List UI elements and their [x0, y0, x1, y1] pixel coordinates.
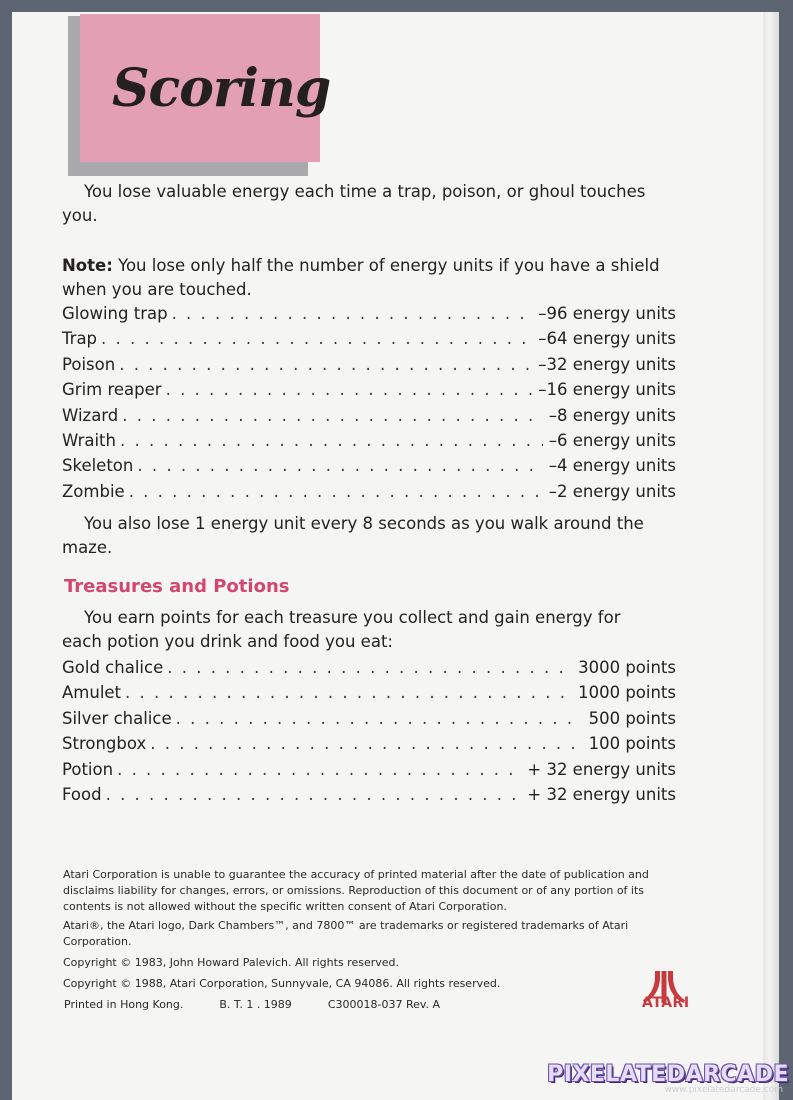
item-label: Grim reaper	[62, 380, 162, 400]
disclaimer-text: Atari Corporation is unable to guarantee the accuracy of printed material after the date of publication and disclaims liability for changes, errors, or omissions. Reproduction of this document or of any portion of its contents is not allowed without the specific written consent of Atari Corporation.	[63, 868, 649, 913]
item-label: Glowing trap	[62, 304, 168, 323]
trademark-text: Atari®, the Atari logo, Dark Chambers™, and 7800™ are trademarks or registered trademarks of Atari Corporation.	[63, 919, 629, 948]
item-label: Trap	[62, 329, 98, 349]
list-item	[62, 683, 676, 708]
treasure-list	[62, 658, 676, 810]
note-label: Note:	[62, 256, 113, 275]
watermark-url: www.pixelatedarcade.com	[664, 1085, 783, 1095]
dot-leader	[137, 456, 542, 475]
item-label: Poison	[62, 354, 116, 374]
dot-leader	[150, 734, 582, 753]
batch-code: B. T. 1 . 1989	[219, 998, 292, 1011]
part-number: C300018-037 Rev. A	[327, 998, 441, 1011]
page-spine	[763, 12, 779, 1100]
copyright-1983: Copyright © 1983, John Howard Palevich. All rights reserved.	[63, 956, 400, 969]
walk-note-paragraph: You also lose 1 energy unit every 8 seconds as you walk around the maze.	[62, 514, 644, 557]
dot-leader	[117, 760, 521, 779]
item-value: 1000 points	[578, 683, 676, 703]
dot-leader	[129, 482, 543, 501]
list-item	[62, 760, 676, 785]
item-value: –16 energy units	[538, 380, 676, 400]
item-value: –96 energy units	[538, 304, 676, 323]
item-label: Food	[62, 784, 102, 804]
item-value: –32 energy units	[538, 354, 676, 374]
dot-leader	[166, 380, 533, 399]
item-value: 500 points	[588, 708, 676, 728]
item-label: Wraith	[62, 430, 116, 450]
item-label: Amulet	[62, 683, 122, 703]
item-value: 3000 points	[578, 658, 676, 677]
intro-paragraph: You lose valuable energy each time a trap, poison, or ghoul touches you.	[62, 182, 646, 225]
list-item	[62, 456, 676, 481]
dot-leader	[176, 709, 583, 728]
item-label: Potion	[62, 759, 114, 779]
list-item	[62, 431, 676, 456]
note-text: You lose only half the number of energy units if you have a shield when you are touched.	[62, 256, 660, 299]
item-label: Strongbox	[62, 734, 147, 754]
page-title: Scoring	[112, 58, 331, 119]
list-item	[62, 482, 676, 507]
dot-leader	[106, 785, 522, 804]
list-item	[62, 304, 676, 329]
item-value: –8 energy units	[548, 405, 676, 425]
treasures-intro-paragraph: You earn points for each treasure you collect and gain energy for each potion you drink and food you eat:	[62, 608, 621, 651]
item-value: –6 energy units	[548, 430, 676, 450]
list-item	[62, 709, 676, 734]
dot-leader	[119, 355, 532, 374]
item-value: 100 points	[588, 734, 676, 754]
item-value: + 32 energy units	[527, 784, 676, 804]
print-info	[64, 998, 476, 1011]
item-label: Gold chalice	[62, 658, 164, 677]
list-item	[62, 329, 676, 354]
watermark-logo: PIXELATEDARCADE	[547, 1062, 789, 1087]
item-value: –64 energy units	[538, 329, 676, 349]
dot-leader	[125, 683, 572, 702]
item-value: + 32 energy units	[527, 759, 676, 779]
dot-leader	[120, 431, 543, 450]
printed-location: Printed in Hong Kong.	[64, 998, 184, 1011]
item-label: Wizard	[62, 405, 119, 425]
item-value: –2 energy units	[548, 481, 676, 501]
treasures-heading: Treasures and Potions	[64, 576, 290, 597]
item-label: Skeleton	[62, 456, 134, 476]
item-label: Silver chalice	[62, 708, 172, 728]
copyright-1988: Copyright © 1988, Atari Corporation, Sunnyvale, CA 94086. All rights reserved.	[63, 977, 501, 990]
atari-logo-text: ATARI	[642, 995, 690, 1011]
list-item	[62, 355, 676, 380]
list-item	[62, 785, 676, 810]
dot-leader	[172, 304, 533, 323]
list-item	[62, 658, 676, 683]
note-paragraph	[62, 254, 662, 302]
list-item	[62, 380, 676, 405]
list-item	[62, 734, 676, 759]
dot-leader	[122, 406, 542, 425]
item-label: Zombie	[62, 481, 125, 501]
energy-loss-list	[62, 304, 676, 507]
dot-leader	[167, 658, 572, 677]
list-item	[62, 406, 676, 431]
dot-leader	[101, 329, 532, 348]
item-value: –4 energy units	[548, 456, 676, 476]
